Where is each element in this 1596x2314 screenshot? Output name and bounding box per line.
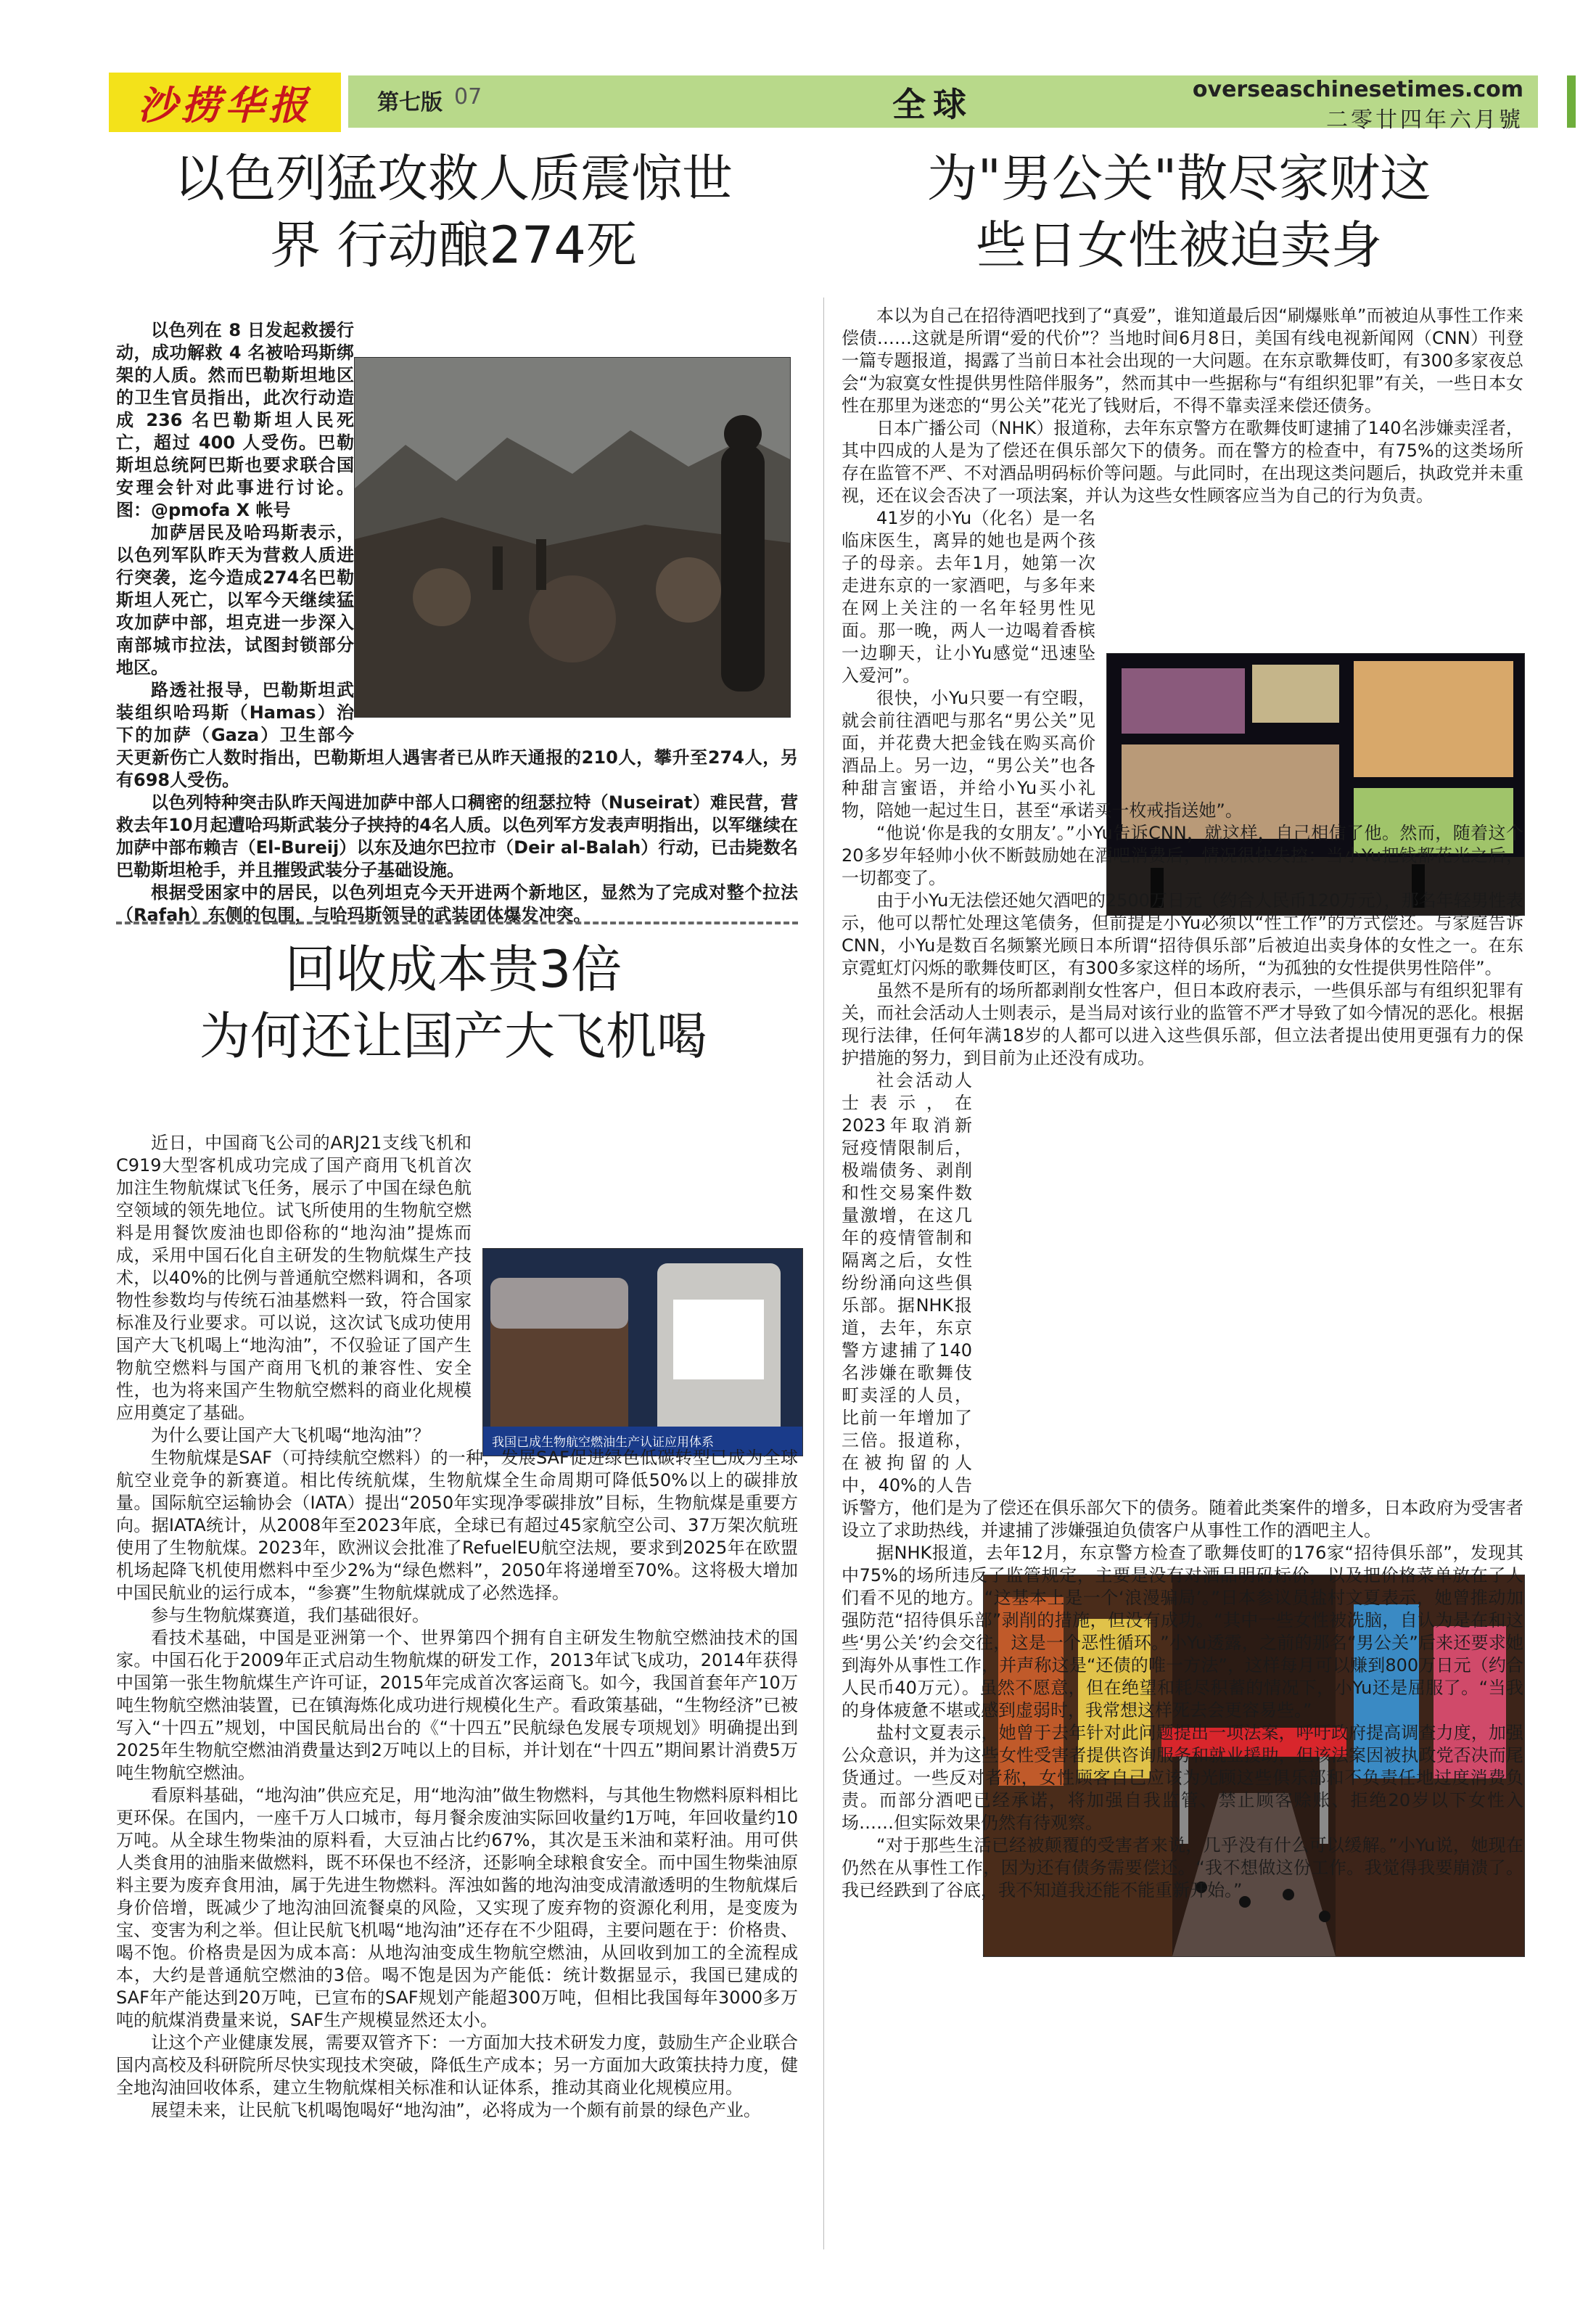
article2-paragraph: 生物航煤是SAF（可持续航空燃料）的一种，发展SAF促进绿色低碳转型已成为全球航空业竞争的新赛道。相比传统航煤，生物航煤全生命周期可降低50%以上的碳排放量。国际航空运输协会（IATA）提出“2050年实现净零碳排放”目标，生物航煤是重要方向。据IATA统计，从2008年至2023年底，全球已有超过45家航空公司、37万架次航班使用了生物航煤。2023年，欧洲议会批准了RefuelEU航空法规，要求到2025年在欧盟机场起降飞机使用燃料中至少2%为“绿色燃料”，2050年将递增至70%。这将极大增加中国民航业的运行成本，“参赛”生物航煤就成了必然选择。 bbox=[116, 1448, 798, 1603]
newspaper-logo: 沙捞华报 bbox=[109, 73, 341, 132]
section-title: 全球 bbox=[892, 85, 974, 124]
photo-caption: 我国已成生物航空燃油生产认证应用体系 bbox=[492, 1435, 714, 1450]
photo-float-spacer bbox=[1095, 510, 1523, 779]
article1-headline[interactable]: 以色列猛攻救人质震惊世 界 行动酿274死 bbox=[174, 149, 733, 275]
header-edge-accent bbox=[1567, 75, 1576, 128]
article1-paragraph: 路透社报导，巴勒斯坦武装组织哈玛斯（Hamas）治下的加萨（Gaza）卫生部今天更新伤亡人数时指出，巴勒斯坦人遇害者已从昨天通报的210人，攀升至274人，另有698人受伤。 bbox=[116, 680, 798, 790]
article2-paragraph: 展望未来，让民航飞机喝饱喝好“地沟油”，必将成为一个颇有前景的绿色产业。 bbox=[151, 2100, 761, 2120]
article3-paragraph: 社会活动人士表示，在2023年取消新冠疫情限制后，极端债务、剥削和性交易案件数量激增，在这几年的疫情管制和隔离之后，女性纷纷涌向这些俱乐部。据NHK报道，去年，东京警方逮捕了140名涉嫌在歌舞伎町卖淫的人员，比前一年增加了三倍。报道称，在被拘留的人中，40%的人告诉警方，他们是为了偿还在俱乐部欠下的债务。随着此类案件的增多，日本政府为受害者设立了求助热线，并逮捕了涉嫌强迫负债客户从事性工作的酒吧主人。 bbox=[842, 1070, 1523, 1540]
article1-paragraph: 以色列特种突击队昨天闯进加萨中部人口稠密的纽瑟拉特（Nuseirat）难民营，营救去年10月起遭哈玛斯武装分子挟持的4名人质。以色列军方发表声明指出，以军继续在加萨中部布赖吉（El-Bureij）以东及迪尔巴拉市（Deir al-Balah）行动，已击毙数名巴勒斯坦枪手，并且摧毁武装分子基础设施。 bbox=[116, 792, 798, 880]
article2-paragraph: 看原料基础，“地沟油”供应充足，用“地沟油”做生物燃料，与其他生物燃料原料相比更环保。在国内，一座千万人口城市，每月餐余废油实际回收量约1万吨，年回收量约10万吨。从全球生物柴油的原料看，大豆油占比约67%，其次是玉米油和菜籽油。用可供人类食用的油脂来做燃料，既不环保也不经济，还影响全球粮食安全。而中国生物柴油原料主要为废弃食用油，属于先进生物燃料。浑浊如酱的地沟油变成清澈透明的生物航煤后身价倍增，既减少了地沟油回流餐桌的风险，又实现了废弃物的资源化利用，是变废为宝、变害为利之举。但让民航飞机喝“地沟油”还存在不少阻碍，主要问题在于：价格贵、喝不饱。价格贵是因为成本高：从地沟油变成生物航空燃油，从回收到加工的全流程成本，大约是普通航空燃油的3倍。喝不饱是因为产能低：统计数据显示，我国已建成的SAF年产能达到20万吨，已宣布的SAF规划产能超300万吨，但相比我国每年3000多万吨的航煤消费量来说，SAF生产规模显然还太小。 bbox=[116, 1785, 798, 2030]
article2-paragraph: 看技术基础，中国是亚洲第一个、世界第四个拥有自主研发生物航空燃油技术的国家。中国石化于2009年正式启动生物航煤的研发工作，2013年试飞成功，2014年获得中国第一张生物航煤生产许可证，2015年完成首次客运商飞。如今，我国首套年产10万吨生物航空燃油装置，已在镇海炼化成功进行规模化生产。看政策基础，“生物经济”已被写入“十四五”规划，中国民航局出台的《“十四五”民航绿色发展专项规划》明确提出到2025年生物航空燃油消费量达到2万吨以上的目标，并计划在“十四五”期间累计消费5万吨生物航空燃油。 bbox=[116, 1628, 798, 1783]
article1-body bbox=[116, 319, 798, 927]
article3-paragraph: 虽然不是所有的场所都剥削女性客户，但日本政府表示，一些俱乐部与有组织犯罪有关，而社会活动人士则表示，是当局对该行业的监管不严才导致了如今情况的恶化。根据现行法律，任何年满18岁的人都可以进入这些俱乐部，但立法者提出使用更强有力的保护措施的努力，到目前为止还没有成功。 bbox=[842, 980, 1523, 1068]
article1-paragraph: 以色列在 8 日发起救援行动，成功解救 4 名被哈玛斯绑架的人质。然而巴勒斯坦地区的卫生官员指出，此次行动造成 236 名巴勒斯坦人民死亡，超过 400 人受伤。巴勒斯坦总统阿巴斯也要求联合国安理会针对此事进行讨论。图：@pmofa X 帐号 bbox=[116, 320, 354, 520]
article2-headline[interactable]: 回收成本贵3倍 为何还让国产大飞机喝 bbox=[200, 940, 707, 1066]
article2-body bbox=[116, 1132, 798, 2122]
photo-float-spacer bbox=[972, 1091, 1523, 1487]
article3-body bbox=[842, 305, 1523, 1902]
article3-paragraph: “他说‘你是我的女朋友’。”小Yu告诉CNN，就这样，自己相信了他。然而，随着这个20多岁年轻帅小伙不断鼓励她在酒吧消费后，情况很快失控：当小Yu把钱都花光之后，一切都变了。 bbox=[842, 823, 1523, 888]
page-label: 第七版 bbox=[377, 90, 443, 115]
article2-paragraph: 近日，中国商飞公司的ARJ21支线飞机和C919大型客机成功完成了国产商用飞机首次加注生物航煤试飞任务，展示了中国在绿色航空领域的领先地位。试飞所使用的生物航空燃料是用餐饮废油也即俗称的“地沟油”提炼而成，采用中国石化自主研发的生物航煤生产技术，以40%的比例与普通航空燃料调和，各项物性参数均与传统石油基燃料一致，符合国家标准及行业要求。可以说，这次试飞成功使用国产大飞机喝上“地沟油”，不仅验证了国产生物航空燃料与国产商用飞机的兼容性、安全性，也为将来国产生物航空燃料的商业化规模应用奠定了基础。 bbox=[116, 1133, 472, 1423]
article3-paragraph: 本以为自己在招待酒吧找到了“真爱”，谁知道最后因“刷爆账单”而被迫从事性工作来偿债……这就是所谓“爱的代价”？当地时间6月8日，美国有线电视新闻网（CNN）刊登一篇专题报道，揭露了当前日本社会出现的一大问题。在东京歌舞伎町，有300多家夜总会“为寂寞女性提供男性陪伴服务”，然而其中一些据称与“有组织犯罪”有关，一些日本女性在那里为迷恋的“男公关”花光了钱财后，不得不靠卖淫来偿还债务。 bbox=[842, 305, 1523, 416]
page-number: 07 bbox=[454, 84, 482, 110]
article3-paragraph: 盐村文夏表示，她曾于去年针对此问题提出一项法案，呼吁政府提高调查力度，加强公众意识，并为这些女性受害者提供咨询服务和就业援助，但该法案因被执政党否决而尾货通过。一些反对者称，女性顾客自己应该为光顾这些俱乐部和不负责任地过度消费负责。而部分酒吧已经承诺，将加强自我监管、禁止顾客赊账、拒绝20岁以下女性入场……但实际效果仍然有待观察。 bbox=[842, 1723, 1523, 1833]
column-divider bbox=[823, 298, 824, 2249]
photo-float-spacer bbox=[472, 1132, 798, 1382]
article3-paragraph: 41岁的小Yu（化名）是一名临床医生，离异的她也是两个孩子的母亲。去年1月，她第一次走进东京的一家酒吧，与多年来在网上关注的一名年轻男性见面。那一晚，两人一边喝着香槟一边聊天，让小Yu感觉“迅速坠入爱河”。 bbox=[842, 508, 1095, 686]
website-link[interactable]: overseaschinesetimes.com bbox=[1192, 77, 1523, 102]
article3-headline[interactable]: 为"男公关"散尽家财这 些日女性被迫卖身 bbox=[926, 149, 1431, 275]
article2-paragraph: 为什么要让国产大飞机喝“地沟油”？ bbox=[151, 1425, 430, 1445]
article1-paragraph: 加萨居民及哈玛斯表示，以色列军队昨天为营救人质进行突袭，迄今造成274名巴勒斯坦人死亡，以军今天继续猛攻加萨中部，坦克进一步深入南部城市拉法，试图封锁部分地区。 bbox=[116, 522, 354, 678]
article2-paragraph: 参与生物航煤赛道，我们基础很好。 bbox=[151, 1605, 429, 1625]
article2-paragraph: 让这个产业健康发展，需要双管齐下：一方面加大技术研发力度，鼓励生产企业联合国内高校及科研院所尽快实现技术突破，降低生产成本；另一方面加大政策扶持力度，健全地沟油回收体系，建立生物航煤相关标准和认证体系，推动其商业化规模应用。 bbox=[116, 2032, 798, 2098]
article3-paragraph: 据NHK报道，去年12月，东京警方检查了歌舞伎町的176家“招待俱乐部”，发现其中75%的场所违反了监管规定，主要是没有对酒品明码标价，以及把价格菜单放在了人们看不见的地方。“这基本上是一个‘浪漫骗局’。”日本参议员盐村文夏表示，她曾推动加强防范“招待俱乐部”剥削的措施，但没有成功。“其中一些女性被洗脑，自认为是在和这些‘男公关’约会交往，这是一个恶性循环。”小Yu透露，之前的那名“男公关”后来还要求她到海外从事性工作，并声称这是“还债的唯一方法”，这样每月可以赚到800万日元（约合人民币40万元）。虽然不愿意，但在绝望和耗尽积蓄的情况下，小Yu还是屈服了。“当我的身体疲惫不堪或感到虚弱时，我常想这样死去会更容易些。” bbox=[842, 1543, 1523, 1720]
article3-paragraph: 日本广播公司（NHK）报道称，去年东京警方在歌舞伎町逮捕了140名涉嫌卖淫者，其中四成的人是为了偿还在俱乐部欠下的债务。而在警方的检查中，有75%的这类场所存在监管不严、不对酒品明码标价等问题。与此同时，在出现这类问题后，执政党并未重视，还在议会否决了一项法案，并认为这些女性顾客应当为自己的行为负责。 bbox=[842, 418, 1523, 506]
article1-paragraph: 根据受困家中的居民，以色列坦克今天开进两个新地区，显然为了完成对整个拉法（Rafah）东侧的包围，与哈玛斯领导的武装团体爆发冲突。 bbox=[116, 882, 798, 925]
article3-paragraph: 很快，小Yu只要一有空暇，就会前往酒吧与那名“男公关”见面，并花费大把金钱在购买高价酒品上。另一边，“男公关”也各种甜言蜜语，并给小Yu买小礼物，陪她一起过生日，甚至“承诺买一枚戒指送她”。 bbox=[842, 688, 1243, 821]
article3-paragraph: 由于小Yu无法偿还她欠酒吧的2500万日元（约合人民币120万元），那名年轻男性表示，他可以帮忙处理这笔债务，但前提是小Yu必须以“性工作”的方式偿还。与家庭告诉CNN，小Yu是数百名频繁光顾日本所谓“招待俱乐部”后被迫出卖身体的女性之一。在东京霓虹灯闪烁的歌舞伎町区，有300多家这样的场所，“为孤独的女性提供男性陪伴”。 bbox=[842, 890, 1523, 978]
article-divider bbox=[116, 922, 798, 924]
photo-float-spacer bbox=[354, 319, 798, 726]
issue-date: 二零廿四年六月號 bbox=[1326, 107, 1523, 133]
article3-paragraph: “对于那些生活已经被颠覆的受害者来说，几乎没有什么可以缓解。”小Yu说，她现在仍然在从事性工作，因为还有债务需要偿还。“我不想做这份工作。我觉得我要崩溃了。我已经跌到了谷底，我不知道我还能不能重新开始。” bbox=[842, 1835, 1523, 1900]
